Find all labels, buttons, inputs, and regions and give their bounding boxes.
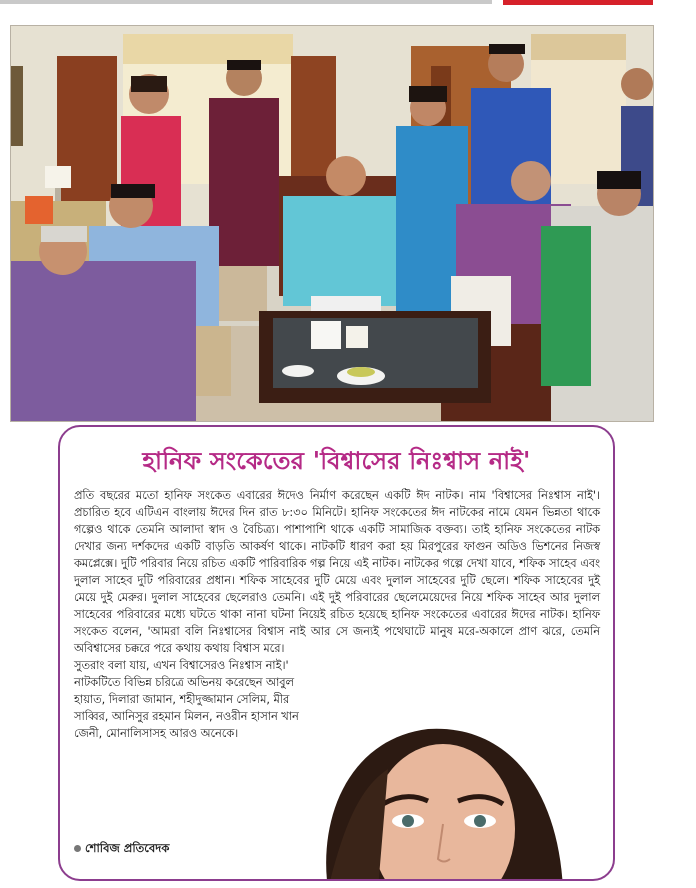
byline-text: শোবিজ প্রতিবেদক (85, 841, 170, 855)
article-paragraph-narrow: সুতরাং বলা যায়, এখন বিশ্বাসেরও নিঃশ্বাস নাই।' নাটকটিতে বিভিন্ন চরিত্রে অভিনয় করেছেন আবুল হায়াত, দিলারা জামান, শহীদুজ্জামান সেলিম, মীর সাব্বির, আনিসুর রহমান মিলন, নওরীন হাসান খান জেনী, মোনালিসাসহ আরও অনেকে। (74, 659, 299, 740)
top-accent-rule (503, 0, 653, 5)
article-body (74, 487, 600, 742)
scene-photo (10, 25, 654, 422)
top-rule (0, 0, 492, 4)
byline (74, 840, 169, 859)
actress-portrait (288, 709, 588, 881)
article-headline: হানিফ সংকেতের 'বিশ্বাসের নিঃশ্বাস নাই' (142, 446, 531, 475)
family-drama-scene-photo (11, 26, 654, 422)
portrait-photo-icon (288, 709, 588, 881)
article-paragraph-full: প্রতি বছরের মতো হানিফ সংকেত এবারের ঈদেও নির্মাণ করেছেন একটি ঈদ নাটক। নাম 'বিশ্বাসের নিঃশ্বাস নাই'। প্রচারিত হবে এটিএন বাংলায় ঈদের দিন রাত ৮:৩০ মিনিটে। হানিফ সংকেতের ঈদ নাটকের নামে যেমন ভিন্নতা থাকে গল্পেও থাকে তেমনি আলাদা স্বাদ ও বৈচিত্র্য। পাশাপাশি থাকে একটি সামাজিক বক্তব্য। তাই হানিফ সংকেতের নাটক দেখার জন্য দর্শকদের একটি বাড়তি আকর্ষণ থাকে। নাটকটি ধারণ করা হয় মিরপুরের ফাগুন অডিও ভিশনের নিজস্ব কমপ্লেক্সে। দুটি পরিবার নিয়ে রচিত একটি পারিবারিক গল্প নিয়ে এই নাটক। নাটকের গল্পে দেখা যাবে, শফিক সাহেব এবং দুলাল সাহেব দুটি পরিবারের প্রধান। শফিক সাহেবের দুটি মেয়ে এবং দুলাল সাহেবের দুটি ছেলে। শফিক সাহেবের দুই মেয়ে দুই মেরুর। দুলাল সাহেবের ছেলেরাও তেমনি। এই দুই পরিবারের ছেলেমেয়েদের নিয়ে শফিক সাহেব আর দুলাল সাহেবের পরিবারের মধ্যে ঘটতে থাকা নানা ঘটনা নিয়েই রচিত হয়েছে হানিফ সংকেতের এবারের ঈদের নাটক। হানিফ সংকেত বলেন, 'আমরা বলি নিঃশ্বাসের বিশ্বাস নাই আর সে জন্যই পথেঘাটে মানুষ মরে-অকালে প্রাণ ঝরে, তেমনি অবিশ্বাসের চক্করে পরে কথায় কথায় বিশ্বাস মরে। (74, 489, 600, 655)
article-box (58, 425, 615, 881)
bullet-icon (74, 845, 81, 852)
